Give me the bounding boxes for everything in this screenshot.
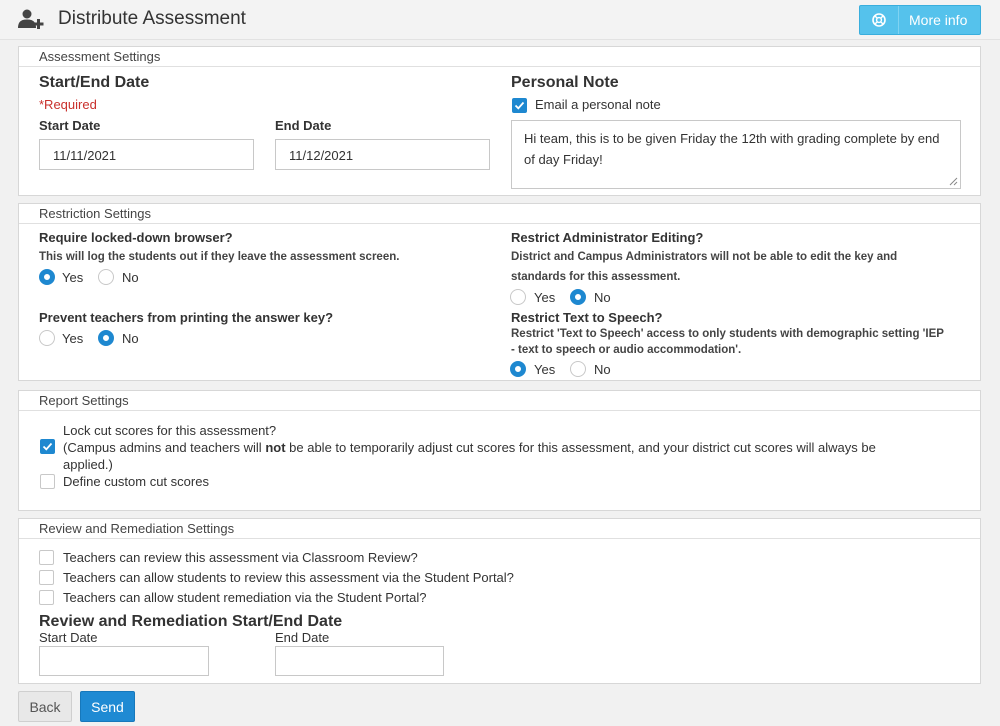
start-date-label: Start Date: [39, 118, 101, 133]
section-title: Report Settings: [19, 391, 980, 411]
start-date-input[interactable]: 11/11/2021: [39, 139, 254, 170]
review-start-date-label: Start Date: [39, 630, 98, 645]
student-remediation-label: Teachers can allow student remediation via the Student Portal?: [63, 590, 427, 605]
add-user-icon: [17, 8, 45, 30]
help-icon: [872, 13, 886, 27]
check-icon: [42, 441, 53, 452]
page-title: Distribute Assessment: [58, 8, 246, 29]
note-text: Hi team, this is to be given Friday the 12th with grading complete by end of day Friday!: [524, 131, 940, 167]
locked-browser-question: Require locked-down browser?: [39, 230, 233, 245]
required-indicator: *Required: [39, 97, 97, 112]
locked-browser-no-radio[interactable]: [98, 269, 114, 285]
admin-edit-description-line2: standards for this assessment.: [511, 271, 681, 283]
yes-label: Yes: [62, 331, 84, 346]
button-divider: [898, 6, 899, 34]
admin-edit-description-line1: District and Campus Administrators will not be able to edit the key and: [511, 251, 898, 263]
section-title: Restriction Settings: [19, 204, 980, 224]
review-settings-panel: [18, 518, 981, 684]
email-note-checkbox[interactable]: [512, 98, 527, 113]
send-button[interactable]: Send: [80, 691, 135, 722]
more-info-label: More info: [909, 12, 968, 28]
admin-edit-no-radio[interactable]: [570, 289, 586, 305]
review-start-date-input[interactable]: [39, 646, 209, 676]
no-label: No: [122, 270, 139, 285]
review-dates-heading: Review and Remediation Start/End Date: [39, 613, 343, 630]
prevent-print-no-radio[interactable]: [98, 330, 114, 346]
yes-label: Yes: [534, 362, 556, 377]
assessment-settings-panel: [18, 46, 981, 196]
no-label: No: [122, 331, 139, 346]
yes-label: Yes: [62, 270, 84, 285]
review-end-date-input[interactable]: [275, 646, 444, 676]
email-note-label: Email a personal note: [535, 97, 661, 112]
locked-browser-description: This will log the students out if they leave the assessment screen.: [39, 251, 400, 263]
custom-cut-scores-checkbox[interactable]: [40, 474, 55, 489]
personal-note-heading: Personal Note: [511, 74, 619, 91]
section-title: Assessment Settings: [19, 47, 980, 67]
student-remediation-checkbox[interactable]: [39, 590, 54, 605]
no-label: No: [594, 290, 611, 305]
classroom-review-checkbox[interactable]: [39, 550, 54, 565]
review-end-date-label: End Date: [275, 630, 330, 645]
restriction-settings-panel: [18, 203, 981, 381]
lock-cut-scores-label: Lock cut scores for this assessment?: [63, 423, 277, 438]
report-settings-panel: [18, 390, 981, 511]
no-label: No: [594, 362, 611, 377]
text-to-speech-description-line1: Restrict 'Text to Speech' access to only students with demographic setting 'IEP: [511, 328, 944, 340]
admin-edit-yes-radio[interactable]: [510, 289, 526, 305]
text-to-speech-no-radio[interactable]: [570, 361, 586, 377]
section-title: Review and Remediation Settings: [19, 519, 980, 539]
back-button[interactable]: Back: [18, 691, 72, 722]
check-icon: [514, 100, 525, 111]
lock-cut-scores-description: (Campus admins and teachers will not be able to temporarily adjust cut scores for this assessment, and your district cut scores will always be: [63, 440, 876, 455]
custom-cut-scores-label: Define custom cut scores: [63, 474, 209, 489]
student-portal-review-label: Teachers can allow students to review this assessment via the Student Portal?: [63, 570, 514, 585]
prevent-print-yes-radio[interactable]: [39, 330, 55, 346]
lock-cut-scores-description-line2: applied.): [63, 457, 113, 472]
prevent-print-question: Prevent teachers from printing the answer key?: [39, 310, 334, 325]
page-header: [0, 0, 1000, 40]
personal-note-textarea[interactable]: [511, 120, 961, 189]
end-date-label: End Date: [275, 118, 332, 133]
locked-browser-yes-radio[interactable]: [39, 269, 55, 285]
text-to-speech-description-line2: - text to speech or audio accommodation'.: [511, 344, 742, 356]
classroom-review-label: Teachers can review this assessment via Classroom Review?: [63, 550, 418, 565]
lock-cut-scores-checkbox[interactable]: [40, 439, 55, 454]
dates-heading: Start/End Date: [39, 74, 150, 91]
student-portal-review-checkbox[interactable]: [39, 570, 54, 585]
admin-edit-question: Restrict Administrator Editing?: [511, 230, 704, 245]
resize-grip-icon[interactable]: [948, 176, 958, 186]
text-to-speech-yes-radio[interactable]: [510, 361, 526, 377]
text-to-speech-question: Restrict Text to Speech?: [511, 310, 663, 325]
yes-label: Yes: [534, 290, 556, 305]
more-info-button[interactable]: [859, 5, 981, 35]
end-date-input[interactable]: 11/12/2021: [275, 139, 490, 170]
